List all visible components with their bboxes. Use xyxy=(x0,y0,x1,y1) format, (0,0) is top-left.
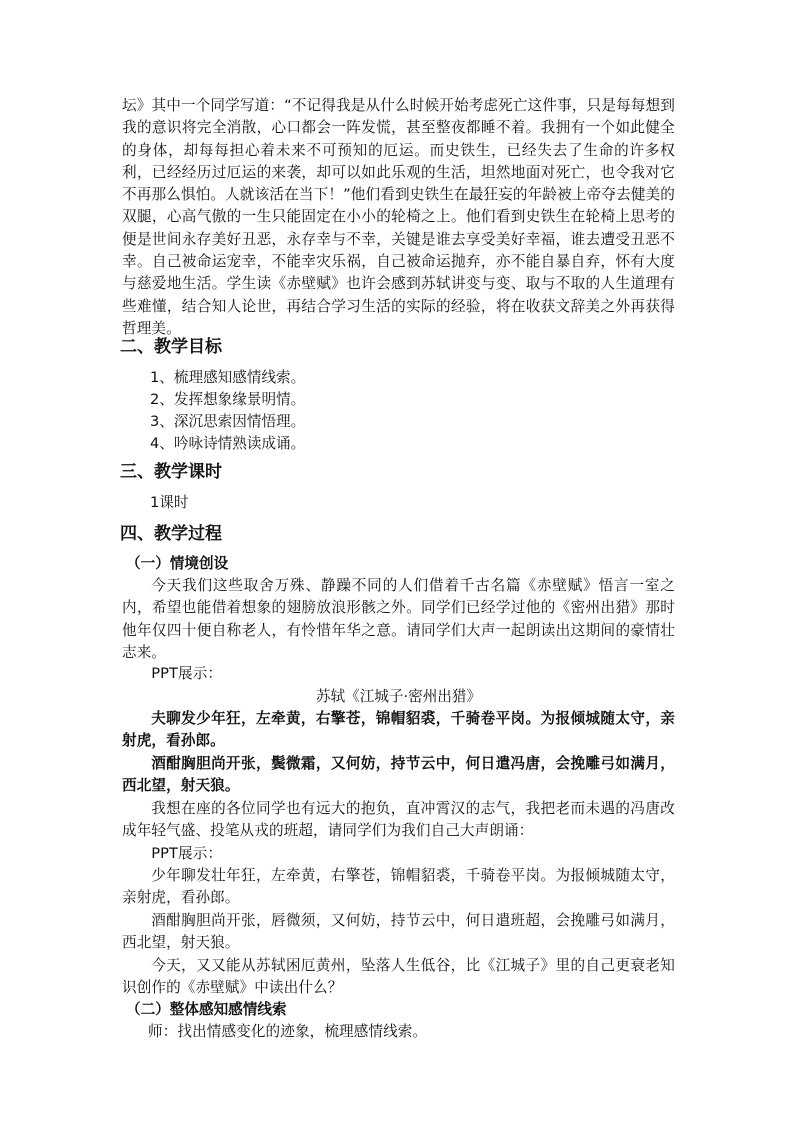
poem-stanza-1: 夫聊发少年狂，左牵黄，右擎苍，锦帽貂裘，千骑卷平岗。为报倾城随太守，亲射虎，看孙郎。 xyxy=(122,710,675,750)
ppt-label-1: PPT展示： xyxy=(151,665,223,682)
objective-item-3: 3、深沉思索因情悟理。 xyxy=(150,413,306,430)
section-heading-hours: 三、教学课时 xyxy=(120,462,222,482)
section-heading-process: 四、教学过程 xyxy=(120,524,222,544)
objective-item-4: 4、吟咏诗情熟读成诵。 xyxy=(150,435,306,452)
hours-content: 1课时 xyxy=(150,494,189,511)
subsection-heading-scenario: （一）情境创设 xyxy=(126,555,229,572)
scenario-paragraph-1: 今天我们这些取舍万殊、静躁不同的人们借着千古名篇《赤壁赋》悟言一室之内，希望也能借着想象的翅膀放浪形骸之外。同学们已经学过他的《密州出猎》那时他年仅四十便自称老人，有怜惜年华之意。请同学们大声一起朗读出这期间的豪情壮志来。 xyxy=(122,577,675,661)
objective-item-1: 1、梳理感知感情线索。 xyxy=(150,369,306,386)
poem-stanza-2: 酒酣胸胆尚开张，鬓微霜，又何妨，持节云中，何日遣冯唐，会挽雕弓如满月，西北望，射天狼。 xyxy=(122,755,675,795)
ppt-label-2: PPT展示： xyxy=(151,845,223,862)
adapted-stanza-1: 少年聊发壮年狂，左牵黄，右擎苍，锦帽貂裘，千骑卷平岗。为报倾城随太守，亲射虎，看孙郎。 xyxy=(122,867,675,907)
scenario-paragraph-3: 今天，又又能从苏轼困厄黄州，坠落人生低谷，比《江城子》里的自己更衰老知识创作的《赤壁赋》中读出什么？ xyxy=(122,957,675,997)
scenario-paragraph-2: 我想在座的各位同学也有远大的抱负，直冲霄汉的志气，我把老而未遇的冯唐改成年轻气盛、投笔从戎的班超，请同学们为我们自己大声朗诵： xyxy=(122,800,675,840)
intro-paragraph: 坛》其中一个同学写道：“不记得我是从什么时候开始考虑死亡这件事，只是每每想到我的意识将完全消散，心口都会一阵发慌，甚至整夜都睡不着。我拥有一个如此健全的身体，却每每担心着未来不可预知的厄运。而史铁生，已经失去了生命的许多权利，已经经历过厄运的来袭，却可以如此乐观的生活，坦然地面对死亡，也令我对它不再那么惧怕。人就该活在当下！”他们看到史铁生在最狂妄的年龄被上帝夺去健美的双腿，心高气傲的一生只能固定在小小的轮椅之上。他们看到史铁生在轮椅上思考的便是世间永存美好丑恶，永存幸与不幸，关键是谁去享受美好幸福，谁去遭受丑恶不幸。自己被命运宠幸，不能幸灾乐祸，自己被命运抛弃，亦不能自暴自弃，怀有大度与慈爱地生活。学生读《赤壁赋》也许会感到苏轼讲变与变、取与不取的人生道理有些难懂，结合知人论世，再结合学习生活的实际的经验，将在收获文辞美之外再获得哲理美。 xyxy=(122,97,675,337)
objective-item-2: 2、发挥想象缘景明情。 xyxy=(150,391,306,408)
poem-title: 苏轼《江城子·密州出猎》 xyxy=(315,688,482,705)
subsection-heading-emotion: （二）整体感知感情线索 xyxy=(126,1001,287,1018)
adapted-stanza-2: 酒酣胸胆尚开张，唇微须，又何妨，持节云中，何日遣班超，会挽雕弓如满月，西北望，射天狼。 xyxy=(122,912,675,952)
section-heading-objectives: 二、教学目标 xyxy=(120,337,222,357)
emotion-paragraph-1: 师：找出情感变化的迹象，梳理感情线索。 xyxy=(148,1023,428,1040)
